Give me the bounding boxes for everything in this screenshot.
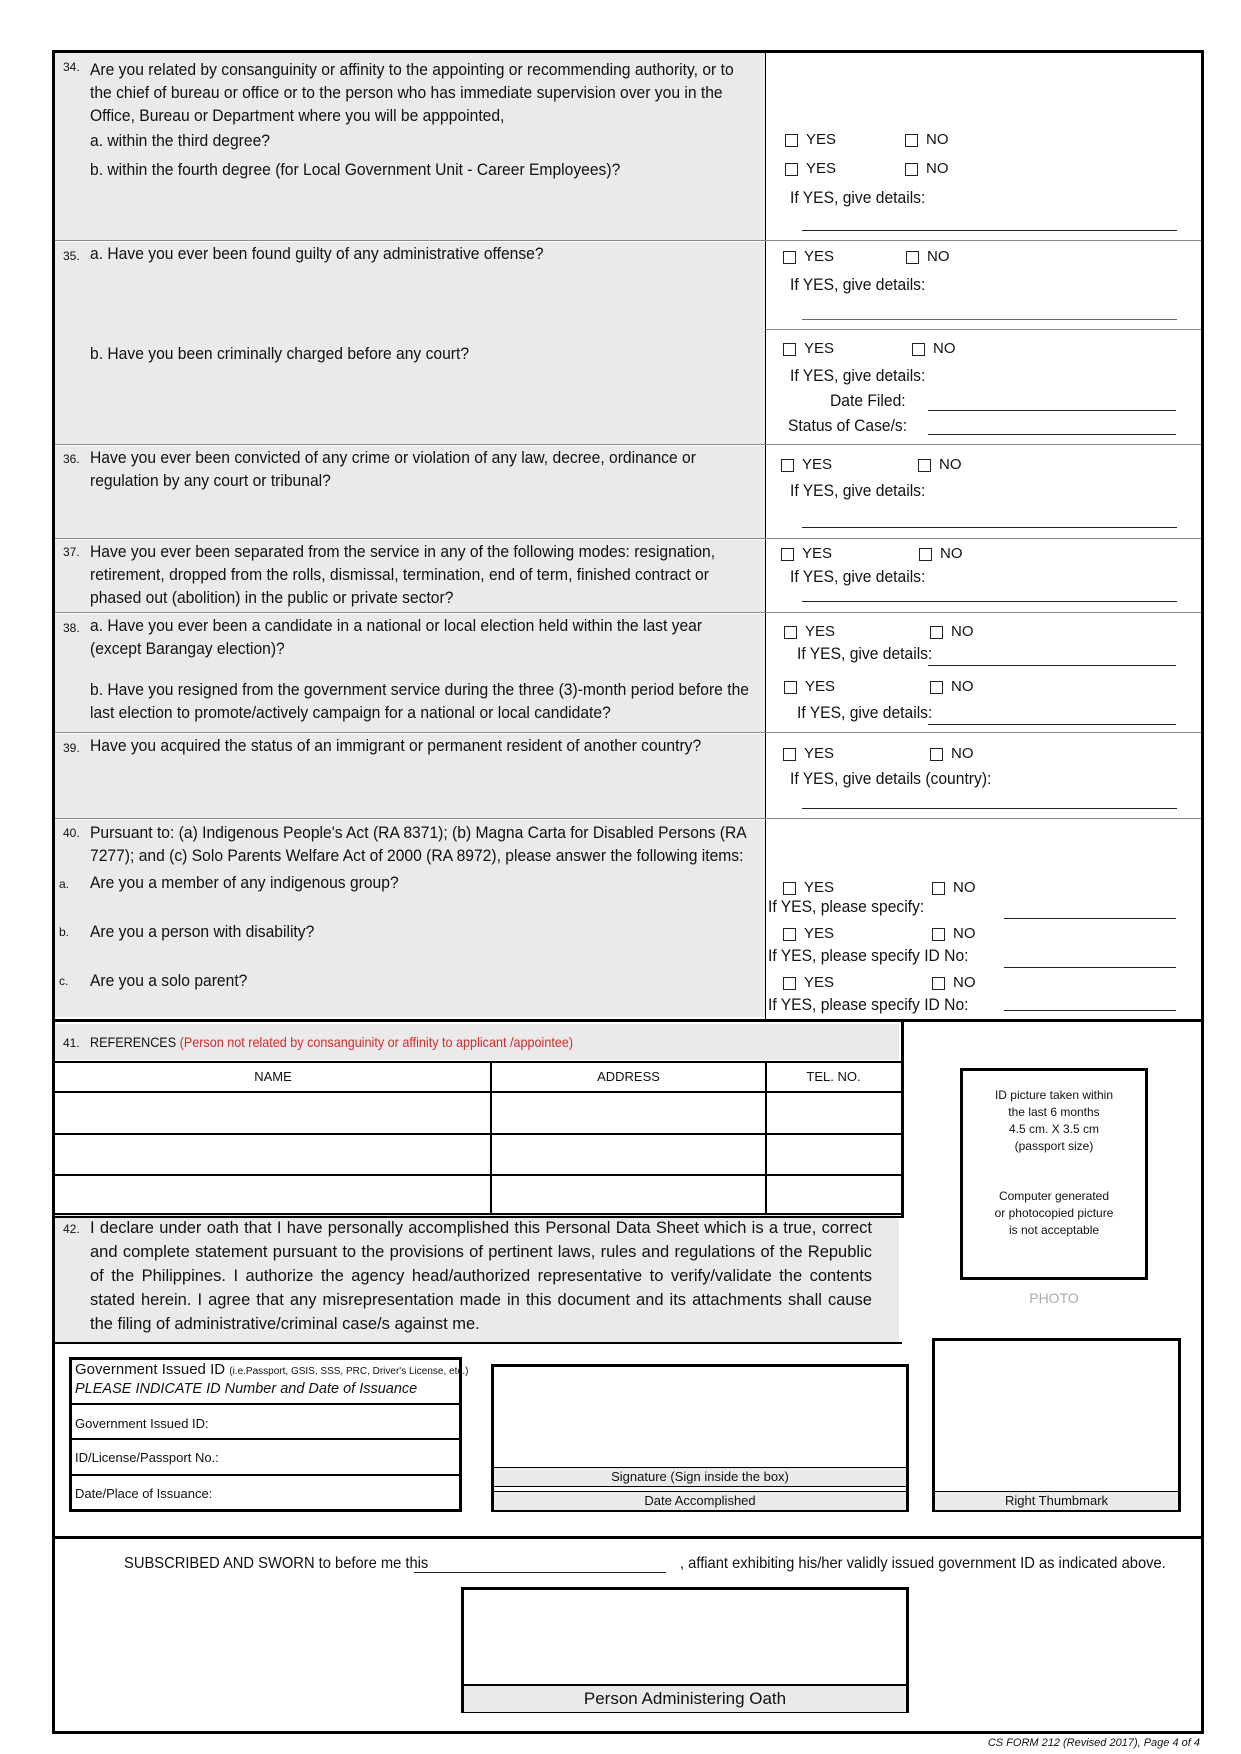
q34-details-field[interactable]: [802, 230, 1177, 231]
q37-yes-checkbox[interactable]: [781, 548, 794, 561]
q39-details-field[interactable]: [802, 808, 1177, 809]
q34b-yes-checkbox[interactable]: [785, 163, 798, 176]
thumbmark-box[interactable]: [932, 1338, 1181, 1512]
photo-box[interactable]: [960, 1068, 1148, 1280]
q40a-details-label: If YES, please specify:: [768, 897, 925, 916]
q37-details-field[interactable]: [802, 601, 1177, 602]
q36-yes-label: YES: [802, 456, 833, 473]
q37-text: Have you ever been separated from the service in any of the following modes: resignation, retirement, dropped from the rolls, dismissal, termination, end of term, finished contract or phased out (abolition) in the public or private sector?: [90, 542, 716, 607]
sworn-date-field[interactable]: [414, 1572, 666, 1573]
photo-instructions: [963, 1087, 1145, 1155]
references-header-name: NAME: [254, 1069, 292, 1084]
q34-number: 34.: [63, 60, 80, 74]
q39-no-checkbox[interactable]: [930, 748, 943, 761]
gov-id-field-input[interactable]: [232, 1406, 457, 1436]
q40b-no-checkbox[interactable]: [932, 928, 945, 941]
q36-details-field[interactable]: [802, 527, 1177, 528]
q36-details-label: If YES, give details:: [790, 481, 926, 500]
q40c-details-label: If YES, please specify ID No:: [768, 995, 969, 1014]
reference-row-3-address[interactable]: [493, 1176, 763, 1211]
sworn-text-after: , affiant exhibiting his/her validly issued government ID as indicated above.: [680, 1555, 1166, 1572]
q39-text: Have you acquired the status of an immigrant or permanent resident of another country?: [90, 736, 702, 755]
q38-number: 38.: [63, 621, 80, 635]
q39-no-label: NO: [951, 745, 974, 762]
q40b-details-field[interactable]: [1004, 967, 1176, 968]
q35-date-filed-field[interactable]: [928, 410, 1176, 411]
q41-note: (Person not related by consanguinity or affinity to applicant /appointee): [179, 1034, 574, 1050]
q36-yes-checkbox[interactable]: [781, 459, 794, 472]
q35-number: 35.: [63, 249, 80, 263]
q38a-details-field[interactable]: [928, 665, 1176, 666]
photo-instruction-line: ID picture taken within: [994, 1088, 1114, 1102]
oath-box: [461, 1587, 909, 1713]
photo-instruction-line: (passport size): [1014, 1139, 1094, 1153]
q38a-text: a. Have you ever been a candidate in a national or local election held within the last year (except Barangay election)?: [90, 616, 703, 658]
references-header-tel: TEL. NO.: [806, 1069, 861, 1084]
q42-bottom-border: [55, 1342, 902, 1344]
q35b-yes-label: YES: [804, 340, 835, 357]
q40c-yes-label: YES: [804, 974, 835, 991]
q37-details-label: If YES, give details:: [790, 567, 926, 586]
divider-37-38: [55, 612, 1201, 613]
q40a-letter: a.: [59, 877, 70, 891]
q35b-details-label: If YES, give details:: [790, 366, 926, 385]
q41-label: REFERENCES: [90, 1034, 177, 1050]
references-header-address: ADDRESS: [597, 1069, 660, 1084]
divider-35-36: [55, 444, 1201, 445]
issuance-field-label: Date/Place of Issuance:: [75, 1486, 213, 1501]
references-col-divider: [490, 1063, 492, 1213]
divider-35a-35b: [766, 329, 1201, 330]
q34b-no-label: NO: [926, 160, 949, 177]
reference-row-3-tel[interactable]: [768, 1176, 898, 1211]
q40b-no-label: NO: [953, 925, 976, 942]
q35a-details-field[interactable]: [802, 319, 1177, 320]
references-table: [55, 1063, 901, 1215]
sworn-text-before: SUBSCRIBED AND SWORN to before me this: [124, 1555, 429, 1572]
gov-id-divider: [72, 1438, 459, 1440]
q40b-yes-checkbox[interactable]: [783, 928, 796, 941]
q34a-text: a. within the third degree?: [90, 131, 270, 150]
q38b-yes-label: YES: [805, 678, 836, 695]
q40a-yes-label: YES: [804, 879, 835, 896]
signature-box: [491, 1364, 909, 1512]
q40a-no-checkbox[interactable]: [932, 882, 945, 895]
q34a-no-checkbox[interactable]: [905, 134, 918, 147]
q37-no-label: NO: [940, 545, 963, 562]
date-accomplished-label: Date Accomplished: [494, 1491, 906, 1510]
q35b-no-label: NO: [933, 340, 956, 357]
q40c-text: Are you a solo parent?: [90, 971, 248, 990]
q40a-no-label: NO: [953, 879, 976, 896]
gov-id-title-note: (i.e.Passport, GSIS, SSS, PRC, Driver's License, etc.): [229, 1366, 469, 1377]
form-footer: CS FORM 212 (Revised 2017), Page 4 of 4: [987, 1737, 1200, 1749]
photo-instruction-line: 4.5 cm. X 3.5 cm: [1008, 1122, 1100, 1136]
reference-row-1-tel[interactable]: [768, 1093, 898, 1131]
q38b-yes-checkbox[interactable]: [784, 681, 797, 694]
thumbmark-label: Right Thumbmark: [935, 1491, 1178, 1510]
q34a-no-label: NO: [926, 131, 949, 148]
oath-label: Person Administering Oath: [464, 1684, 906, 1712]
q38b-no-checkbox[interactable]: [930, 681, 943, 694]
q40c-details-field[interactable]: [1004, 1010, 1176, 1011]
q34-text: Are you related by consanguinity or affinity to the appointing or recommending authority, or to the chief of bureau or office or to the person who has immediate supervision over you in the Office, Bureau or Department where you will be apppointed,: [90, 60, 734, 125]
oath-signature-area[interactable]: [464, 1590, 906, 1684]
q40a-details-field[interactable]: [1004, 918, 1176, 919]
q38b-no-label: NO: [951, 678, 974, 695]
photo-label: PHOTO: [1029, 1290, 1079, 1306]
q38a-yes-label: YES: [805, 623, 836, 640]
q42-number: 42.: [63, 1222, 80, 1236]
q35a-no-label: NO: [927, 248, 950, 265]
q38b-details-label: If YES, give details:: [797, 703, 933, 722]
q38a-details-label: If YES, give details:: [797, 644, 933, 663]
references-col-divider: [765, 1063, 767, 1213]
q37-no-checkbox[interactable]: [919, 548, 932, 561]
sworn-divider: [52, 1536, 1204, 1539]
q40a-yes-checkbox[interactable]: [783, 882, 796, 895]
q34a-yes-label: YES: [806, 131, 837, 148]
q35a-no-checkbox[interactable]: [906, 251, 919, 264]
reference-row-3-name[interactable]: [57, 1176, 489, 1211]
q38a-yes-checkbox[interactable]: [784, 626, 797, 639]
q36-no-label: NO: [939, 456, 962, 473]
q38b-text: b. Have you resigned from the government service during the three (3)-month period before the last election to promote/actively campaign for a national or local candidate?: [90, 680, 749, 722]
q35a-yes-label: YES: [804, 248, 835, 265]
reference-row-1-name[interactable]: [57, 1093, 489, 1131]
q41-number: 41.: [63, 1036, 80, 1050]
q41-title: [90, 1031, 573, 1054]
q39-yes-label: YES: [804, 745, 835, 762]
gov-id-title: [75, 1361, 468, 1378]
q40b-text: Are you a person with disability?: [90, 922, 315, 941]
divider-36-37: [55, 538, 1201, 539]
q40c-no-label: NO: [953, 974, 976, 991]
q39-number: 39.: [63, 741, 80, 755]
photo-warning-line: Computer generated: [998, 1189, 1110, 1203]
photo-warning-line: or photocopied picture: [994, 1206, 1114, 1220]
q36-text: Have you ever been convicted of any crime or violation of any law, decree, ordinance or regulation by any court or tribunal?: [90, 448, 696, 490]
signature-label: Signature (Sign inside the box): [494, 1467, 906, 1487]
q40c-letter: c.: [59, 974, 69, 988]
gov-id-title-text: Government Issued ID: [75, 1361, 226, 1378]
photo-warning: [963, 1188, 1145, 1239]
gov-id-divider: [72, 1474, 459, 1476]
gov-id-divider: [72, 1403, 459, 1405]
reference-row-2-address[interactable]: [493, 1135, 763, 1172]
q36-number: 36.: [63, 452, 80, 466]
q35b-text: b. Have you been criminally charged before any court?: [90, 344, 470, 363]
q40b-letter: b.: [59, 925, 70, 939]
q34b-text: b. within the fourth degree (for Local Government Unit - Career Employees)?: [90, 160, 621, 179]
q35b-no-checkbox[interactable]: [912, 343, 925, 356]
q35-date-filed-label: Date Filed:: [830, 391, 906, 410]
reference-row-2-tel[interactable]: [768, 1135, 898, 1172]
q34a-yes-checkbox[interactable]: [785, 134, 798, 147]
q34b-no-checkbox[interactable]: [905, 163, 918, 176]
q35b-yes-checkbox[interactable]: [783, 343, 796, 356]
photo-instruction-line: the last 6 months: [1008, 1105, 1100, 1119]
references-right-border: [901, 1022, 904, 1218]
gov-id-field-label: Government Issued ID:: [75, 1416, 209, 1431]
q40c-no-checkbox[interactable]: [932, 977, 945, 990]
gov-id-box: [69, 1357, 469, 1512]
q40b-details-label: If YES, please specify ID No:: [768, 946, 969, 965]
gov-id-instruction: PLEASE INDICATE ID Number and Date of Issuance: [75, 1381, 418, 1397]
q38a-no-checkbox[interactable]: [930, 626, 943, 639]
photo-warning-line: is not acceptable: [1008, 1223, 1100, 1237]
q38a-no-label: NO: [951, 623, 974, 640]
q40a-text: Are you a member of any indigenous group?: [90, 873, 399, 892]
q35-status-field[interactable]: [928, 434, 1176, 435]
q39-yes-checkbox[interactable]: [783, 748, 796, 761]
references-row-divider: [55, 1213, 901, 1215]
q35a-yes-checkbox[interactable]: [783, 251, 796, 264]
q34b-yes-label: YES: [806, 160, 837, 177]
id-number-field-input[interactable]: [232, 1441, 457, 1471]
q42-text: I declare under oath that I have personally accomplished this Personal Data Sheet which is a true, correct and complete statement pursuant to the provisions of pertinent laws, rules and regulations of the Republic of the Philippines. I authorize the agency head/authorized representative to verify/validate the contents stated herein. I agree that any misrepresentation made in this document and its attachments shall cause the filing of administrative/criminal case/s against me.: [90, 1219, 872, 1333]
q39-details-label: If YES, give details (country):: [790, 769, 992, 788]
divider-39-40: [55, 818, 1201, 819]
q40-text: Pursuant to: (a) Indigenous People's Act (RA 8371); (b) Magna Carta for Disabled Persons (RA 7277); and (c) Solo Parents Welfare Act of 2000 (RA 8972), please answer the following items:: [90, 823, 746, 865]
q34-details-label: If YES, give details:: [790, 188, 926, 207]
q36-no-checkbox[interactable]: [918, 459, 931, 472]
q40c-yes-checkbox[interactable]: [783, 977, 796, 990]
q40-number: 40.: [63, 826, 80, 840]
reference-row-2-name[interactable]: [57, 1135, 489, 1172]
divider-38-39: [55, 732, 1201, 733]
q37-yes-label: YES: [802, 545, 833, 562]
reference-row-1-address[interactable]: [493, 1093, 763, 1131]
answer-column-divider: [765, 52, 766, 1020]
signature-area[interactable]: [494, 1367, 906, 1467]
q35a-details-label: If YES, give details:: [790, 275, 926, 294]
issuance-field-input[interactable]: [232, 1477, 457, 1507]
q38b-details-field[interactable]: [928, 724, 1176, 725]
q35-status-label: Status of Case/s:: [788, 416, 908, 435]
divider-40-41: [52, 1019, 1204, 1022]
divider-34-35: [55, 240, 1201, 241]
q37-number: 37.: [63, 545, 80, 559]
q35a-text: a. Have you ever been found guilty of any administrative offense?: [90, 244, 544, 263]
q40b-yes-label: YES: [804, 925, 835, 942]
id-number-field-label: ID/License/Passport No.:: [75, 1450, 219, 1465]
